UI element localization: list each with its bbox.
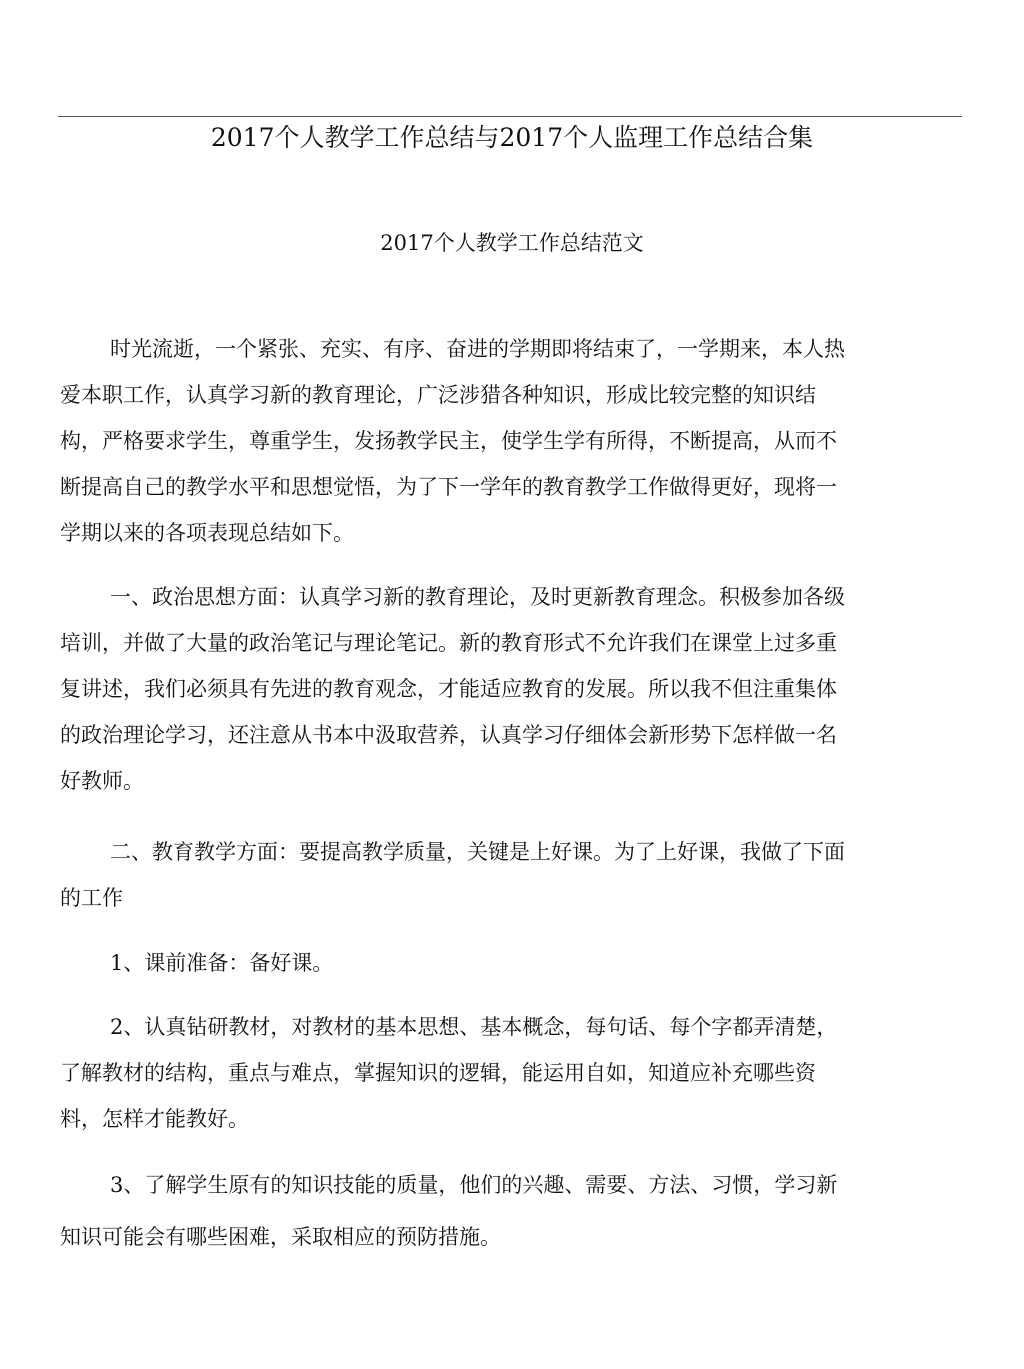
- paragraph-line: 3、了解学生原有的知识技能的质量，他们的兴趣、需要、方法、习惯，学习新: [110, 1173, 838, 1197]
- header-rule: [58, 116, 962, 117]
- paragraph-item-1: [60, 940, 940, 986]
- paragraph-line: 1、课前准备：备好课。: [110, 951, 334, 975]
- paragraph-item-2: [60, 1004, 940, 1142]
- paragraph-line: 好教师。: [60, 769, 144, 793]
- section-title: 2017个人教学工作总结范文: [380, 231, 644, 255]
- paragraph-line: 的工作: [60, 886, 123, 910]
- paragraph-line: 复讲述，我们必须具有先进的教育观念，才能适应教育的发展。所以我不但注重集体: [60, 677, 837, 701]
- paragraph-line: 构，严格要求学生，尊重学生，发扬教学民主，使学生学有所得，不断提高，从而不: [60, 429, 837, 453]
- document-title: 2017个人教学工作总结与2017个人监理工作总结合集: [210, 123, 814, 152]
- paragraph-line: 料，怎样才能教好。: [60, 1107, 249, 1131]
- paragraph-line: 的政治理论学习，还注意从书本中汲取营养，认真学习仔细体会新形势下怎样做一名: [60, 723, 837, 747]
- paragraph-line: 了解教材的结构，重点与难点，掌握知识的逻辑，能运用自如，知道应补充哪些资: [60, 1061, 816, 1085]
- paragraph-intro: [60, 326, 940, 556]
- paragraph-line: 学期以来的各项表现总结如下。: [60, 521, 354, 545]
- paragraph-line: 爱本职工作，认真学习新的教育理论，广泛涉猎各种知识，形成比较完整的知识结: [60, 383, 816, 407]
- paragraph-line: 培训，并做了大量的政治笔记与理论笔记。新的教育形式不允许我们在课堂上过多重: [60, 631, 837, 655]
- paragraph-line: 2、认真钻研教材，对教材的基本思想、基本概念，每句话、每个字都弄清楚，: [110, 1015, 838, 1039]
- paragraph-line: 断提高自己的教学水平和思想觉悟，为了下一学年的教育教学工作做得更好，现将一: [60, 475, 837, 499]
- paragraph-line: 一、政治思想方面：认真学习新的教育理论，及时更新教育理念。积极参加各级: [110, 585, 845, 609]
- paragraph-line: 二、教育教学方面：要提高教学质量，关键是上好课。为了上好课，我做了下面: [110, 840, 845, 864]
- paragraph-teaching: [60, 829, 940, 921]
- paragraph-line: 知识可能会有哪些困难，采取相应的预防措施。: [60, 1225, 501, 1249]
- paragraph-item-3: [60, 1162, 940, 1260]
- paragraph-line: 时光流逝，一个紧张、充实、有序、奋进的学期即将结束了，一学期来，本人热: [110, 337, 845, 361]
- paragraph-political: [60, 574, 940, 804]
